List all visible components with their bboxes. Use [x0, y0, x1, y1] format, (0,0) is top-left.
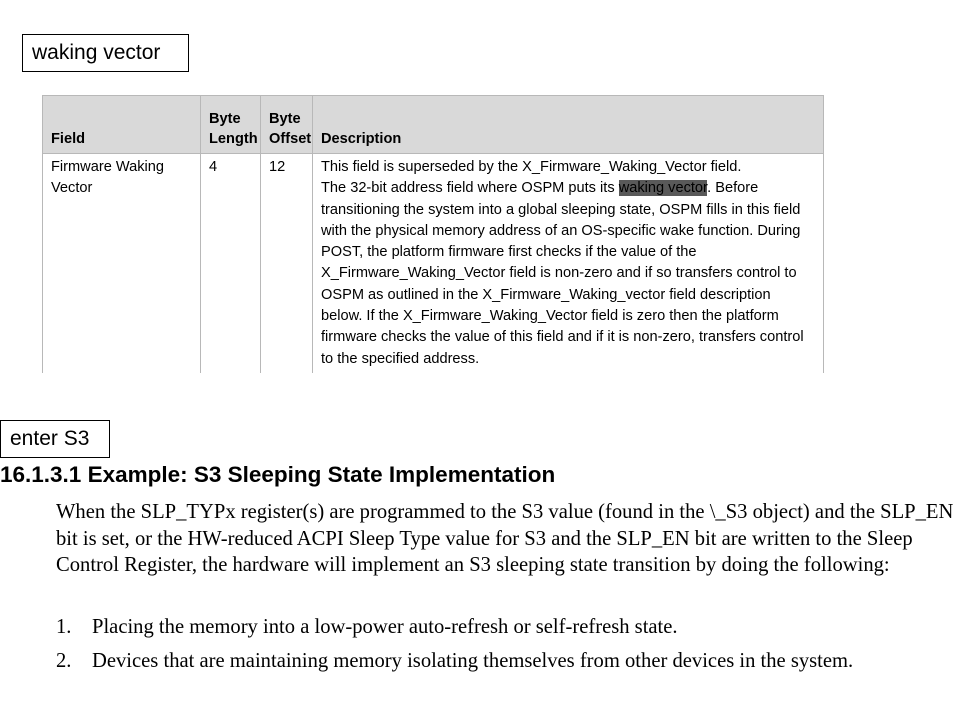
waking-vector-label: waking vector: [22, 34, 189, 72]
fadt-field-table: [42, 95, 824, 373]
list-item: 2. Devices that are maintaining memory isolating themselves from other devices in the system.: [56, 649, 854, 672]
header-description: Description: [313, 96, 824, 154]
list-item: 1. Placing the memory into a low-power auto-refresh or self-refresh state.: [56, 616, 678, 638]
cell-description: This field is superseded by the X_Firmware_Waking_Vector field. The 32-bit address field where OSPM puts its waking vector. Before transitioning the system into a global sleeping state, OSPM fills in this field with the physical memory address of an OS-specific wake function. During POST, the platform firmware first checks if the value of the X_Firmware_Waking_Vector field is non-zero and if so transfers control to OSPM as outlined in the X_Firmware_Waking_vector field description below. If the X_Firmware_Waking_Vector field is zero then the platform firmware checks the value of this field and if it is non-zero, transfers control to the specified address.: [313, 154, 824, 373]
steps-list: [56, 614, 956, 681]
header-field: Field: [43, 96, 201, 154]
section-heading: 16.1.3.1 Example: S3 Sleeping State Implementation: [0, 462, 556, 487]
table-header-row: [43, 96, 824, 154]
enter-s3-label: enter S3: [0, 420, 110, 458]
cell-byte-length: 4: [201, 154, 261, 373]
header-byte-length: Byte Length: [201, 96, 261, 154]
highlighted-waking-vector: waking vector: [618, 180, 708, 197]
header-byte-offset: Byte Offset: [261, 96, 313, 154]
page-cut: [0, 408, 960, 422]
cell-field: Firmware Waking Vector: [43, 154, 201, 373]
table-row: [43, 154, 824, 373]
cell-byte-offset: 12: [261, 154, 313, 373]
section-paragraph: When the SLP_TYPx register(s) are programmed to the S3 value (found in the \_S3 object) and the SLP_EN bit is set, or the HW-reduced ACPI Sleep Type value for S3 and the SLP_EN bit are written to the Sleep Control Register, the hardware will implement an S3 sleeping state transition by doing the following:: [56, 501, 954, 576]
